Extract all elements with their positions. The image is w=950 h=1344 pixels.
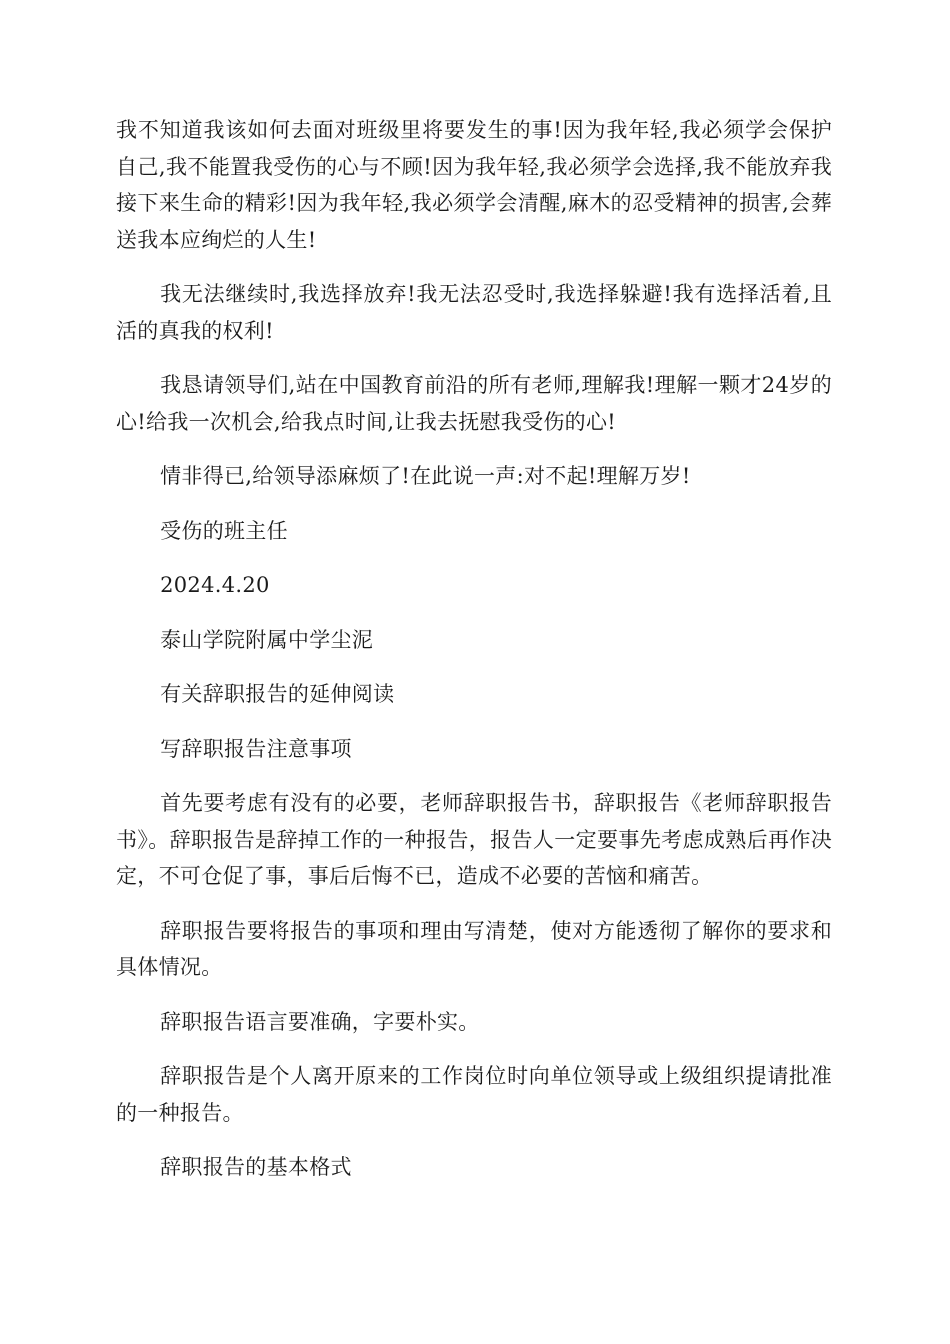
section-heading: 辞职报告的基本格式 [160,1155,352,1179]
signature-date: 2024.4.20 [160,573,270,597]
paragraph: 辞职报告是个人离开原来的工作岗位时向单位领导或上级组织提请批准的一种报告。 [116,1064,832,1125]
paragraph: 辞职报告要将报告的事项和理由写清楚，使对方能透彻了解你的要求和具体情况。 [116,918,832,979]
document-body [116,112,832,1204]
signature-name: 受伤的班主任 [160,518,288,543]
section-heading: 有关辞职报告的延伸阅读 [160,682,395,706]
signature-school: 泰山学院附属中学尘泥 [160,627,374,652]
paragraph: 我恳请领导们,站在中国教育前沿的所有老师,理解我!理解一颗才24岁的心!给我一次机会,给我点时间,让我去抚慰我受伤的心! [116,373,832,434]
paragraph: 我无法继续时,我选择放弃!我无法忍受时,我选择躲避!我有选择活着,且活的真我的权利! [116,282,832,343]
section-heading: 写辞职报告注意事项 [160,736,352,761]
paragraph: 首先要考虑有没有的必要，老师辞职报告书，辞职报告《老师辞职报告书》。辞职报告是辞掉工作的一种报告，报告人一定要事先考虑成熟后再作决定，不可仓促了事，事后后悔不已，造成不必要的苦恼和痛苦。 [116,791,832,888]
paragraph: 我不知道我该如何去面对班级里将要发生的事!因为我年轻,我必须学会保护自己,我不能置我受伤的心与不顾!因为我年轻,我必须学会选择,我不能放弃我接下来生命的精彩!因为我年轻,我必须学会清醒,麻木的忍受精神的损害,会葬送我本应绚烂的人生! [116,118,832,252]
paragraph: 情非得已,给领导添麻烦了!在此说一声:对不起!理解万岁! [160,464,691,488]
paragraph: 辞职报告语言要准确，字要朴实。 [160,1009,480,1034]
